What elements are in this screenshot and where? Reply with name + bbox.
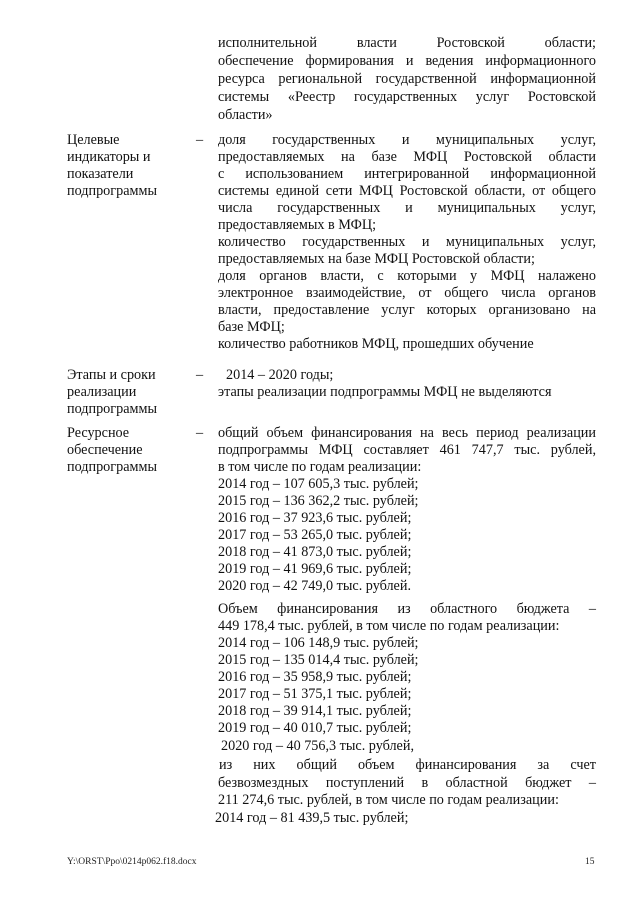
section-line: доля государственных и муниципальных услуг, <box>218 132 596 148</box>
section-line: количество работников МФЦ, прошедших обучение <box>218 336 534 352</box>
section-line: 2015 год – 136 362,2 тыс. рублей; <box>218 493 419 509</box>
section-line: 2015 год – 135 014,4 тыс. рублей; <box>218 652 419 668</box>
footer-file-path: Y:\ORST\Ppo\0214p062.f18.docx <box>67 857 197 867</box>
section-line: базе МФЦ; <box>218 319 285 335</box>
section-line: предоставляемых на базе МФЦ Ростовской области <box>218 149 596 165</box>
section-line: 2020 год – 42 749,0 тыс. рублей. <box>218 578 411 594</box>
section-label: Целевые <box>67 132 120 148</box>
section-line: 2019 год – 40 010,7 тыс. рублей; <box>218 720 412 736</box>
section-line: Объем финансирования из областного бюджета – <box>218 601 596 617</box>
section-label: показатели <box>67 166 134 182</box>
section-line: подпрограммы МФЦ составляет 461 747,7 тыс. рублей, <box>218 442 596 458</box>
section-line: 2018 год – 39 914,1 тыс. рублей; <box>218 703 412 719</box>
section-line: с использованием интегрированной информационной <box>218 166 596 182</box>
section-dash: – <box>196 367 204 383</box>
section-line: этапы реализации подпрограммы МФЦ не выделяются <box>218 384 552 400</box>
section-line: 211 274,6 тыс. рублей, в том числе по годам реализации: <box>218 792 559 808</box>
section-label: реализации <box>67 384 137 400</box>
section-line: 2016 год – 35 958,9 тыс. рублей; <box>218 669 412 685</box>
top-line: ресурса региональной государственной информационной <box>218 71 596 87</box>
section-label: подпрограммы <box>67 401 157 417</box>
section-line: 2014 год – 81 439,5 тыс. рублей; <box>215 810 409 826</box>
section-dash: – <box>196 425 204 441</box>
section-line: 449 178,4 тыс. рублей, в том числе по годам реализации: <box>218 618 560 634</box>
section-line: власти, предоставление услуг которых организовано на <box>218 302 596 318</box>
section-line: 2014 год – 107 605,3 тыс. рублей; <box>218 476 419 492</box>
section-line: электронное взаимодействие, от общего числа органов <box>218 285 596 301</box>
section-label: обеспечение <box>67 442 143 458</box>
section-line: 2019 год – 41 969,6 тыс. рублей; <box>218 561 412 577</box>
top-line: области» <box>218 107 273 123</box>
page-number: 15 <box>585 857 595 867</box>
top-line: обеспечение формирования и ведения информационного <box>218 53 596 69</box>
section-label: индикаторы и <box>67 149 151 165</box>
section-line: 2017 год – 53 265,0 тыс. рублей; <box>218 527 412 543</box>
section-line: количество государственных и муниципальных услуг, <box>218 234 596 250</box>
section-line: предоставляемых на базе МФЦ Ростовской области; <box>218 251 535 267</box>
top-line: системы «Реестр государственных услуг Ростовской <box>218 89 596 105</box>
section-label: подпрограммы <box>67 459 157 475</box>
section-line: 2014 – 2020 годы; <box>226 367 334 383</box>
section-line: безвозмездных поступлений в областной бюджет – <box>218 775 596 791</box>
section-line: общий объем финансирования на весь период реализации <box>218 425 596 441</box>
section-line: доля органов власти, с которыми у МФЦ налажено <box>218 268 596 284</box>
section-line: числа государственных и муниципальных услуг, <box>218 200 596 216</box>
section-line: из них общий объем финансирования за счет <box>219 757 596 773</box>
section-label: Этапы и сроки <box>67 367 156 383</box>
section-line: системы единой сети МФЦ Ростовской области, от общего <box>218 183 596 199</box>
section-line: 2018 год – 41 873,0 тыс. рублей; <box>218 544 412 560</box>
section-dash: – <box>196 132 204 148</box>
section-label: Ресурсное <box>67 425 130 441</box>
section-line: 2016 год – 37 923,6 тыс. рублей; <box>218 510 412 526</box>
section-label: подпрограммы <box>67 183 157 199</box>
section-line: в том числе по годам реализации: <box>218 459 422 475</box>
section-line: предоставляемых в МФЦ; <box>218 217 377 233</box>
section-line: 2020 год – 40 756,3 тыс. рублей, <box>221 738 414 754</box>
section-line: 2014 год – 106 148,9 тыс. рублей; <box>218 635 419 651</box>
section-line: 2017 год – 51 375,1 тыс. рублей; <box>218 686 412 702</box>
top-line: исполнительной власти Ростовской области; <box>218 35 596 51</box>
